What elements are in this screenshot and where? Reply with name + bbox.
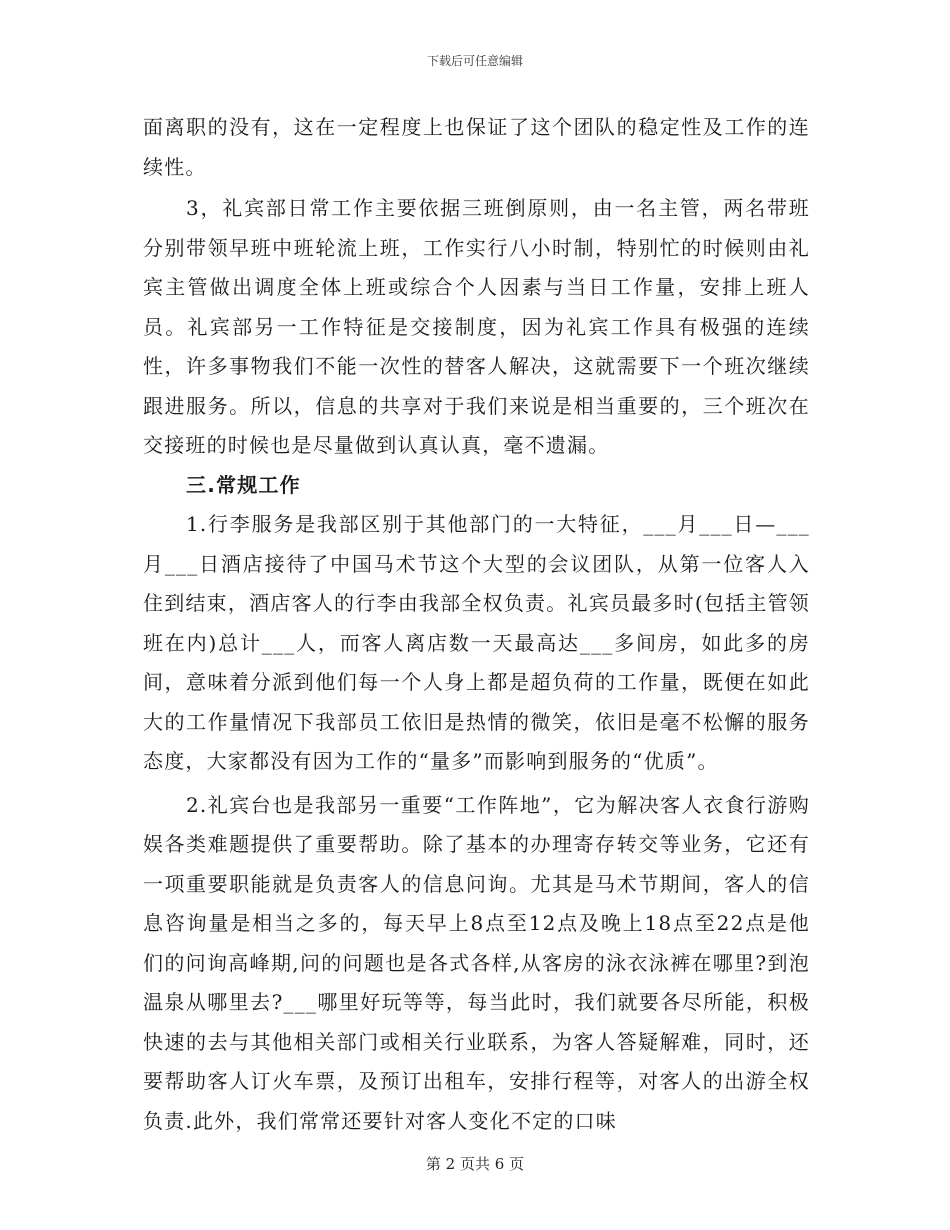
paragraph-continuation: 面离职的没有，这在一定程度上也保证了这个团队的稳定性及工作的连续性。 [143,115,810,179]
page-number-footer: 第 2 页共 6 页 [425,1155,525,1173]
paragraph-luggage-service: 1.行李服务是我部区别于其他部门的一大特征，___月___日—___月___日酒店接待了中国马术节这个大型的会议团队，从第一位客人入住到结束，酒店客人的行李由我部全权负责。礼宾员最多时(包括主管领班在内)总计___人，而客人离店数一天最高达___多间房，如此多的房间，意味着分派到他们每一个人身上都是超负荷的工作量，既便在如此大的工作量情况下我部员工依旧是热情的微笑，依旧是毫不松懈的服务态度，大家都没有因为工作的“量多”而影响到服务的“优质”。 [143,512,810,773]
paragraph-concierge-shifts: 3，礼宾部日常工作主要依据三班倒原则，由一名主管，两名带班分别带领早班中班轮流上班，工作实行八小时制，特别忙的时候则由礼宾主管做出调度全体上班或综合个人因素与当日工作量，安排上班人员。礼宾部另一工作特征是交接制度，因为礼宾工作具有极强的连续性，许多事物我们不能一次性的替客人解决，这就需要下一个班次继续跟进服务。所以，信息的共享对于我们来说是相当重要的，三个班次在交接班的时候也是尽量做到认真认真，毫不遗漏。 [143,196,810,457]
page-header-note: 下载后可任意编辑 [426,54,523,68]
paragraph-concierge-desk: 2.礼宾台也是我部另一重要“工作阵地”，它为解决客人衣食行游购娱各类难题提供了重要帮助。除了基本的办理寄存转交等业务，它还有一项重要职能就是负责客人的信息问询。尤其是马术节期间，客人的信息咨询量是相当之多的，每天早上8点至12点及晚上18点至22点是他们的问询高峰期,问的问题也是各式各样,从客房的泳衣泳裤在哪里?到泡温泉从哪里去?___哪里好玩等等，每当此时，我们就要各尽所能，积极快速的去与其他相关部门或相关行业联系，为客人答疑解难，同时，还要帮助客人订火车票，及预订出租车，安排行程等，对客人的出游全权负责.此外，我们常常还要针对客人变化不定的口味 [143,792,810,1133]
section-heading-routine-work: 三.常规工作 [186,472,301,497]
document-body [143,108,810,1141]
